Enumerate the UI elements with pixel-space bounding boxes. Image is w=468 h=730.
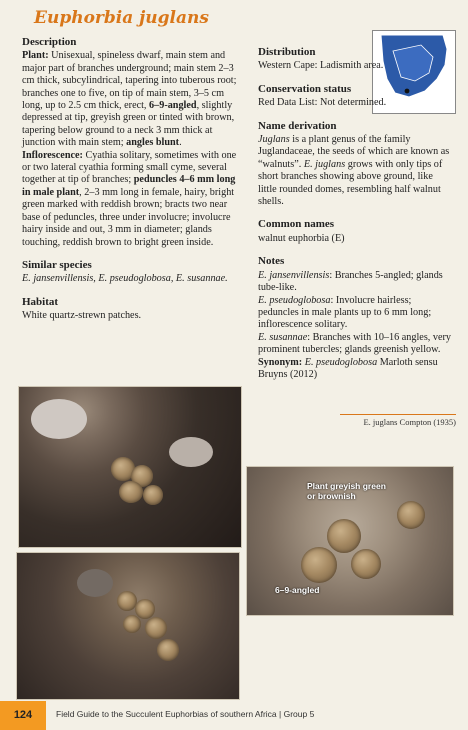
notes-heading: Notes bbox=[258, 255, 285, 268]
left-column bbox=[22, 36, 244, 333]
habitat-photo-1 bbox=[18, 386, 242, 548]
name-derivation-text: Juglans is a plant genus of the family Juglandaceae, the seeds of which are known as “walnuts”. E. juglans grows with only tips of short branches showing above ground, like little rounded domes, resembling half walnut shells. bbox=[258, 134, 450, 208]
photo-label-color: Plant greyish green or brownish bbox=[307, 481, 386, 501]
distribution-heading: Distribution bbox=[258, 46, 316, 58]
photo-label-angles: 6–9-angled bbox=[275, 585, 320, 595]
distribution-text: Western Cape: Ladismith area. bbox=[258, 60, 384, 72]
common-names-heading: Common names bbox=[258, 218, 335, 231]
plant-description: Plant: Unisexual, spineless dwarf, main stem and major part of branches underground; main stem 2–3 cm thick, subcylindrical, tapering into tuberous root; branches one to five, on tip of main stem, 3–5 cm long, up to 2.5 cm thick, erect, 6–9-angled, slightly depressed at tip, greyish green or tinted with brown, tapering below ground to a neck 3 mm thick at junction with main stem; angles blunt. Inflorescence: Cyathia solitary, sometimes with one or two lateral cyathia forming small cyme, several together at tip of branches; peduncles 4–6 mm long in male plant, 2–3 mm long in female, hairy, bright green marked with reddish brown; bracts two near base of peduncles, three under involucre; involucre hairy inside and out, 3 mm in diameter; glands touching, reddish brown to bright green inside. bbox=[22, 50, 237, 248]
notes-text bbox=[258, 270, 454, 382]
conservation-text: Red Data List: Not determined. bbox=[258, 97, 387, 109]
note-item: E. pseudoglobosa: Involucre hairless; peduncles in male plants up to 6 mm long; inflorescence solitary. bbox=[258, 294, 432, 331]
common-names-text: walnut euphorbia (E) bbox=[258, 232, 345, 244]
footer-text: Field Guide to the Succulent Euphorbias of southern Africa | Group 5 bbox=[56, 709, 315, 719]
synonym: Synonym: E. pseudoglobosa Marloth sensu Bruyns (2012) bbox=[258, 356, 438, 380]
species-title: Euphorbia juglans bbox=[34, 8, 209, 28]
illustration-caption: E. juglans Compton (1935) bbox=[340, 414, 456, 427]
right-column bbox=[258, 46, 454, 381]
note-item: E. susannae: Branches with 10–16 angles, very prominent tubercles; glands greenish yellow. bbox=[258, 331, 451, 356]
plant-closeup-photo bbox=[246, 466, 454, 616]
habitat-heading: Habitat bbox=[22, 295, 59, 308]
habitat-photo-2 bbox=[16, 552, 240, 700]
habitat-text: White quartz-strewn patches. bbox=[22, 310, 142, 322]
similar-species-heading: Similar species bbox=[22, 258, 92, 271]
name-derivation-heading: Name derivation bbox=[258, 119, 337, 132]
note-item: E. jansenvillensis: Branches 5-angled; glands tube-like. bbox=[258, 269, 443, 294]
conservation-heading: Conservation status bbox=[258, 82, 352, 95]
page-footer bbox=[0, 701, 468, 730]
similar-species-text: E. jansenvillensis, E. pseudoglobosa, E. susannae. bbox=[22, 273, 228, 285]
description-heading: Description bbox=[22, 36, 77, 48]
page-number: 124 bbox=[0, 701, 46, 730]
